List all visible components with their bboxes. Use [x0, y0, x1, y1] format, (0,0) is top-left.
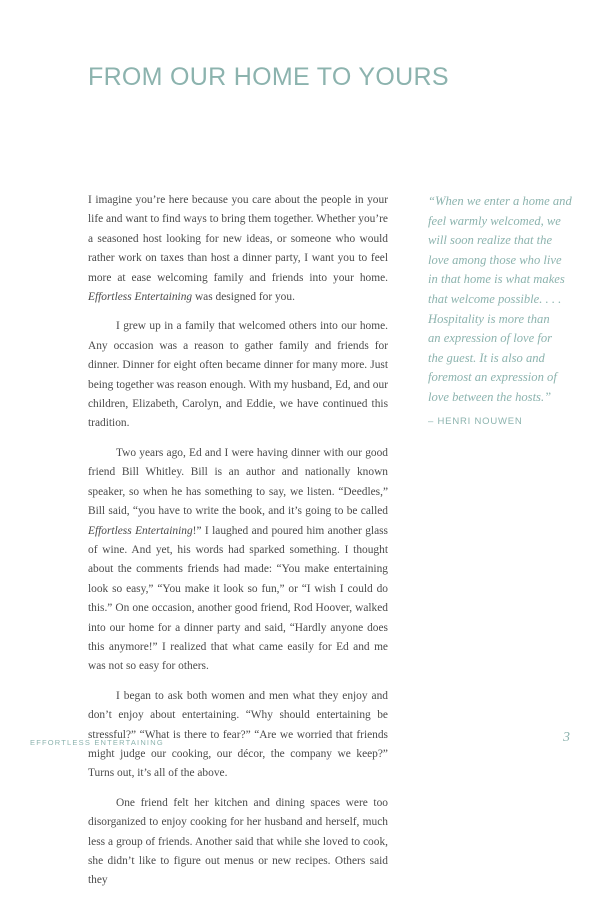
quote-line: that welcome possible. . . .	[428, 291, 562, 306]
quote-attribution: – HENRI NOUWEN	[428, 416, 523, 427]
quote-line: Hospitality is more than	[428, 311, 550, 326]
quote-line: feel warmly welcomed, we	[428, 213, 561, 228]
page-number: 3	[563, 730, 570, 745]
quote-line: an expression of love for	[428, 331, 553, 346]
paragraph: I imagine you’re here because you care about the people in your life and want to find ways to bring them together. Whether you’re a seasoned host looking for new ideas, or someone who would rather work on taxes than host a dinner party, I want you to feel more at ease welcoming family and friends into your home. Effortless Entertaining was designed for you.	[88, 194, 388, 304]
quote-line: in that home is what makes	[428, 272, 565, 287]
paragraph: Two years ago, Ed and I were having dinner with our good friend Bill Whitley. Bill is an author and nationally known speaker, so when he has something to say, we listen. “Deedles,” Bill said, “you have to write the book, and it’s going to be called Effortless Entertaining!” I laughed and poured him another glass of wine. And yet, his words had sparked something. I thought about the comments friends had made: “You make entertaining look so easy,” “You make it look so fun,” or “I wish I could do this.” On one occasion, another good friend, Rod Hoover, walked into our home for a dinner party and said, “Hardly anyone does this anymore!” I realized that what came easily for Ed and me was not so easy for others.	[88, 446, 388, 673]
quote-line: the guest. It is also and	[428, 350, 545, 365]
running-footer: EFFORTLESS ENTERTAINING	[30, 738, 164, 747]
quote-line: “When we enter a home and	[428, 194, 572, 208]
body-text	[88, 191, 388, 901]
pull-quote	[428, 192, 574, 408]
page-title: FROM OUR HOME TO YOURS	[88, 63, 449, 91]
quote-line: love between the hosts.”	[428, 389, 552, 404]
paragraph: I grew up in a family that welcomed others into our home. Any occasion was a reason to gather family and friends for dinner. Dinner for eight often became dinner for many more. Just being together was reason enough. With my husband, Ed, and our children, Elizabeth, Carolyn, and Eddie, we have continued this tradition.	[88, 320, 388, 430]
quote-line: will soon realize that the	[428, 233, 553, 248]
quote-line: foremost an expression of	[428, 370, 557, 385]
quote-line: love among those who live	[428, 252, 562, 267]
paragraph: I began to ask both women and men what they enjoy and don’t enjoy about entertaining. “Why should entertaining be stressful?” “What is there to fear?” “Are we worried that friends might judge our cooking, our décor, the company we keep?” Turns out, it’s all of the above.	[88, 689, 388, 780]
paragraph: One friend felt her kitchen and dining spaces were too disorganized to enjoy cooking for her husband and herself, much less a group of friends. Another said that while she loved to cook, she didn’t like to figure out menus or new recipes. Others said they	[88, 796, 388, 887]
